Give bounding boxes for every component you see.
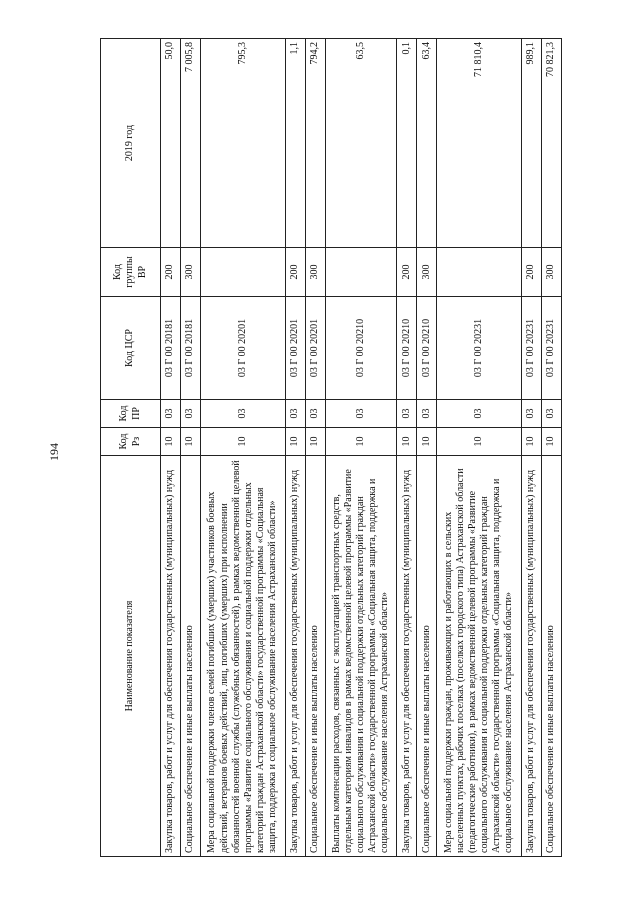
table-row	[161, 39, 181, 857]
row-vr: 200	[161, 248, 181, 297]
row-rz: 10	[325, 428, 396, 456]
header-pr: Код ПР	[101, 400, 161, 428]
row-rz: 10	[305, 428, 325, 456]
row-vr: 200	[285, 248, 305, 297]
row-csr: 03 Г 00 20231	[437, 297, 522, 400]
row-name: Закупка товаров, работ и услуг для обеспечения государственных (муниципальных) нужд	[161, 456, 181, 857]
row-csr: 03 Г 00 20231	[522, 297, 542, 400]
row-vr: 200	[522, 248, 542, 297]
table-row	[417, 39, 437, 857]
row-vr: 300	[305, 248, 325, 297]
table-row	[201, 39, 286, 857]
row-csr: 03 Г 00 20231	[542, 297, 562, 400]
row-rz: 10	[437, 428, 522, 456]
header-csr: Код ЦСР	[101, 297, 161, 400]
row-vr: 300	[542, 248, 562, 297]
row-csr: 03 Г 00 20201	[285, 297, 305, 400]
table-row	[285, 39, 305, 857]
row-csr: 03 Г 00 20210	[417, 297, 437, 400]
budget-table	[100, 38, 562, 857]
table-row	[181, 39, 201, 857]
table-row	[325, 39, 396, 857]
row-vr: 200	[397, 248, 417, 297]
row-pr: 03	[522, 400, 542, 428]
row-value: 50,0	[161, 39, 181, 248]
row-vr	[201, 248, 286, 297]
row-rz: 10	[522, 428, 542, 456]
row-name: Закупка товаров, работ и услуг для обеспечения государственных (муниципальных) нужд	[285, 456, 305, 857]
row-name: Социальное обеспечение и иные выплаты населению	[181, 456, 201, 857]
row-rz: 10	[161, 428, 181, 456]
row-pr: 03	[397, 400, 417, 428]
row-value: 7 005,8	[181, 39, 201, 248]
row-csr: 03 Г 00 20181	[161, 297, 181, 400]
table-row	[542, 39, 562, 857]
row-pr: 03	[437, 400, 522, 428]
row-csr: 03 Г 00 20210	[397, 297, 417, 400]
table-row	[522, 39, 542, 857]
row-name: Социальное обеспечение и иные выплаты населению	[417, 456, 437, 857]
row-pr: 03	[285, 400, 305, 428]
row-pr: 03	[161, 400, 181, 428]
row-name: Социальное обеспечение и иные выплаты населению	[305, 456, 325, 857]
row-vr: 300	[417, 248, 437, 297]
row-rz: 10	[285, 428, 305, 456]
row-rz: 10	[201, 428, 286, 456]
header-vr: Код группы ВР	[101, 248, 161, 297]
row-value: 795,3	[201, 39, 286, 248]
table-row	[437, 39, 522, 857]
row-value: 63,5	[325, 39, 396, 248]
row-value: 71 810,4	[437, 39, 522, 248]
row-value: 1,1	[285, 39, 305, 248]
row-name: Закупка товаров, работ и услуг для обеспечения государственных (муниципальных) нужд	[522, 456, 542, 857]
row-pr: 03	[201, 400, 286, 428]
row-rz: 10	[417, 428, 437, 456]
row-csr: 03 Г 00 20181	[181, 297, 201, 400]
row-pr: 03	[542, 400, 562, 428]
page-number: 194	[47, 443, 61, 461]
rotated-page-frame	[100, 39, 562, 857]
row-value: 989,1	[522, 39, 542, 248]
table-row	[397, 39, 417, 857]
row-csr: 03 Г 00 20210	[325, 297, 396, 400]
row-name: Мера социальной поддержки членов семей погибших (умерших) участников боевых действий, ветеранов боевых действий, лиц, погибших (умерших) при исполнении обязанностей военной службы (служебных обязанностей), в рамках ведомственной целевой программы «Развитие социального обслуживания и социальной поддержки отдельных категорий граждан Астраханской области» государственной программы «Социальная защита, поддержка и социальное обслуживание населения Астраханской области»	[201, 456, 286, 857]
row-pr: 03	[305, 400, 325, 428]
row-vr	[437, 248, 522, 297]
row-value: 63,4	[417, 39, 437, 248]
row-pr: 03	[417, 400, 437, 428]
header-name: Наименование показателя	[101, 456, 161, 857]
table-row	[305, 39, 325, 857]
row-vr	[325, 248, 396, 297]
header-year: 2019 год	[101, 39, 161, 248]
row-name: Выплаты компенсации расходов, связанных с эксплуатацией транспортных средств, отдельным категориям инвалидов в рамках ведомственной целевой программы «Развитие социального обслуживания и социальной поддержки отдельных категорий граждан Астраханской области» государственной программы «Социальная защита, поддержка и социальное обслуживание населения Астраханской области»	[325, 456, 396, 857]
row-vr: 300	[181, 248, 201, 297]
row-pr: 03	[325, 400, 396, 428]
row-pr: 03	[181, 400, 201, 428]
row-value: 70 821,3	[542, 39, 562, 248]
row-name: Социальное обеспечение и иные выплаты населению	[542, 456, 562, 857]
header-rz: Код Рз	[101, 428, 161, 456]
row-value: 794,2	[305, 39, 325, 248]
row-rz: 10	[397, 428, 417, 456]
row-name: Мера социальной поддержки граждан, проживающих и работающих в сельских населенных пунктах, рабочих поселках (поселках городского типа) Астраханской области (педагогические работники), в рамках ведомственной целевой программы «Развитие социального обслуживания и социальной поддержки отдельных категорий граждан Астраханской области» государственной программы «Социальная защита, поддержка и социальное обслуживание населения Астраханской области»	[437, 456, 522, 857]
row-name: Закупка товаров, работ и услуг для обеспечения государственных (муниципальных) нужд	[397, 456, 417, 857]
row-rz: 10	[542, 428, 562, 456]
table-header-row	[101, 39, 161, 857]
row-value: 0,1	[397, 39, 417, 248]
row-csr: 03 Г 00 20201	[305, 297, 325, 400]
row-csr: 03 Г 00 20201	[201, 297, 286, 400]
row-rz: 10	[181, 428, 201, 456]
